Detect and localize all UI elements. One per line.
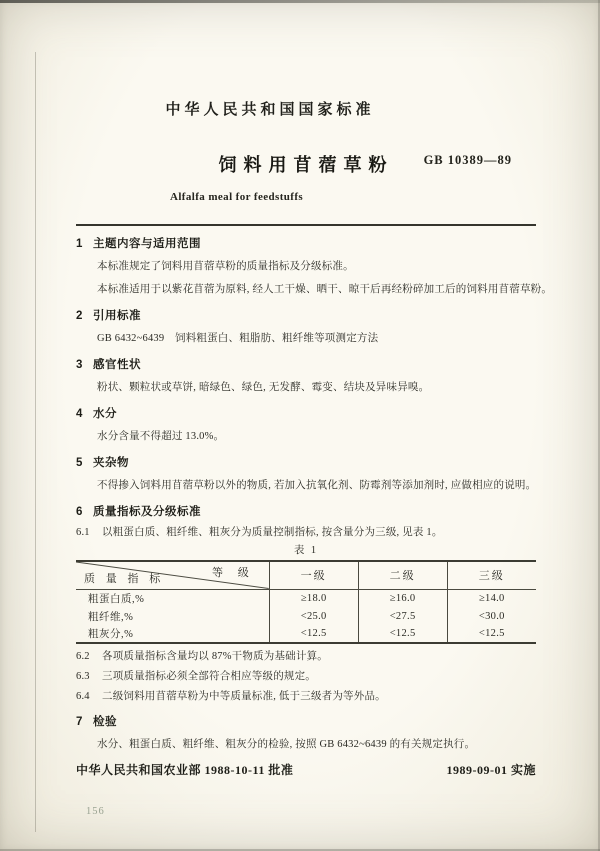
paragraph: 水分含量不得超过 13.0%。: [97, 431, 225, 442]
page-number: 156: [86, 806, 105, 817]
section-3: [76, 358, 536, 396]
paragraph: 水分、粗蛋白质、粗纤维、粗灰分的检验, 按照 GB 6432~6439 的有关规定执行。: [97, 739, 476, 750]
clause-number: 6.3: [76, 671, 90, 682]
implementation-note: 1989-09-01 实施: [446, 763, 536, 777]
section-title: 夹杂物: [93, 457, 129, 469]
section-title: 感官性状: [93, 359, 141, 371]
section-6: [76, 505, 536, 704]
value-cell: ≥14.0: [447, 589, 536, 607]
english-title: Alfalfa meal for feedstuffs: [170, 191, 304, 203]
standard-header: 中华人民共和国国家标准: [165, 101, 375, 118]
paragraph: 粉状、颗粒状或草饼, 暗绿色、绿色, 无发酵、霉变、结块及异味异嗅。: [97, 382, 430, 393]
section-number: 3: [76, 359, 83, 371]
clause-text: 二级饲料用苜蓿草粉为中等质量标准, 低于三级者为等外品。: [102, 691, 386, 702]
row-label-cell: 粗蛋白质,%: [88, 593, 145, 605]
section-number: 1: [76, 238, 83, 250]
paragraph: 本标准规定了饲料用苜蓿草粉的质量指标及分级标准。: [97, 261, 354, 272]
value-cell: <27.5: [358, 607, 447, 625]
section-number: 5: [76, 457, 83, 469]
footer: [76, 762, 536, 778]
row-label-cell: 粗灰分,%: [88, 629, 134, 640]
table-row: [76, 625, 536, 643]
section-number: 4: [76, 408, 83, 420]
section-7-heading: [76, 715, 536, 730]
diagonal-header-cell: [76, 561, 269, 589]
column-header-grade-2: 二级: [358, 561, 447, 589]
section-number: 6: [76, 506, 83, 518]
section-title: 主题内容与适用范围: [93, 238, 201, 250]
table-row: [76, 589, 536, 607]
clause-number: 6.1: [76, 527, 90, 538]
value-cell: <12.5: [269, 625, 358, 643]
section-2: [76, 309, 536, 347]
header-rule: [76, 224, 536, 226]
section-6-heading: [76, 505, 536, 520]
approval-note: 中华人民共和国农业部 1988-10-11 批准: [76, 763, 294, 777]
section-7: [76, 715, 536, 753]
section-4-heading: [76, 407, 536, 422]
clause-6-1: [76, 525, 536, 540]
paragraph: GB 6432~6439 饲料粗蛋白、粗脂肪、粗纤维等项测定方法: [97, 333, 379, 344]
clause-number: 6.2: [76, 651, 90, 662]
row-label-cell: 粗纤维,%: [88, 611, 134, 623]
value-cell: <30.0: [447, 607, 536, 625]
paragraph: 不得掺入饲料用苜蓿草粉以外的物质, 若加入抗氧化剂、防霉剂等添加剂时, 应做相应的说明。: [97, 480, 537, 491]
grade-axis-label: 等 级: [211, 567, 255, 579]
clause-number: 6.4: [76, 691, 90, 702]
clause-6-2: [76, 649, 536, 664]
standard-number: GB 10389—89: [423, 153, 512, 167]
section-1: [76, 237, 553, 298]
document-title: 饲料用苜蓿草粉: [218, 155, 394, 175]
clause-6-4: [76, 689, 536, 704]
section-number: 2: [76, 310, 83, 322]
table-row: [76, 607, 536, 625]
clause-text: 各项质量指标含量均以 87%干物质为基础计算。: [102, 651, 328, 662]
paragraph: 本标准适用于以紫花苜蓿为原料, 经人工干燥、晒干、晾干后再经粉碎加工后的饲料用苜蓿草粉。: [97, 284, 553, 295]
table-header-row: [76, 561, 536, 589]
section-5: [76, 456, 536, 494]
clause-6-3: [76, 669, 536, 684]
section-number: 7: [76, 716, 83, 728]
page-content: [76, 100, 553, 753]
section-title: 质量指标及分级标准: [93, 506, 201, 518]
section-title: 水分: [93, 408, 117, 420]
value-cell: <25.0: [269, 607, 358, 625]
section-5-heading: [76, 456, 536, 471]
section-2-heading: [76, 309, 536, 324]
quality-index-label: 质 量 指 标: [84, 572, 165, 585]
section-3-heading: [76, 358, 536, 373]
title-block: [76, 152, 536, 178]
value-cell: ≥16.0: [358, 589, 447, 607]
column-header-grade-1: 一级: [269, 561, 358, 589]
value-cell: <12.5: [447, 625, 536, 643]
table-caption: 表 1: [293, 545, 319, 556]
section-1-heading: [76, 237, 536, 252]
column-header-grade-3: 三级: [447, 561, 536, 589]
section-title: 检验: [93, 716, 117, 728]
grade-table: [76, 560, 536, 644]
section-title: 引用标准: [93, 310, 141, 322]
scan-edge-top: [0, 0, 600, 3]
clause-text: 三项质量指标必须全部符合相应等级的规定。: [102, 671, 316, 682]
value-cell: ≥18.0: [269, 589, 358, 607]
section-4: [76, 407, 536, 445]
clause-text: 以粗蛋白质、粗纤维、粗灰分为质量控制指标, 按含量分为三级, 见表 1。: [102, 527, 443, 538]
scan-line-artifact: [35, 52, 36, 832]
value-cell: <12.5: [358, 625, 447, 643]
